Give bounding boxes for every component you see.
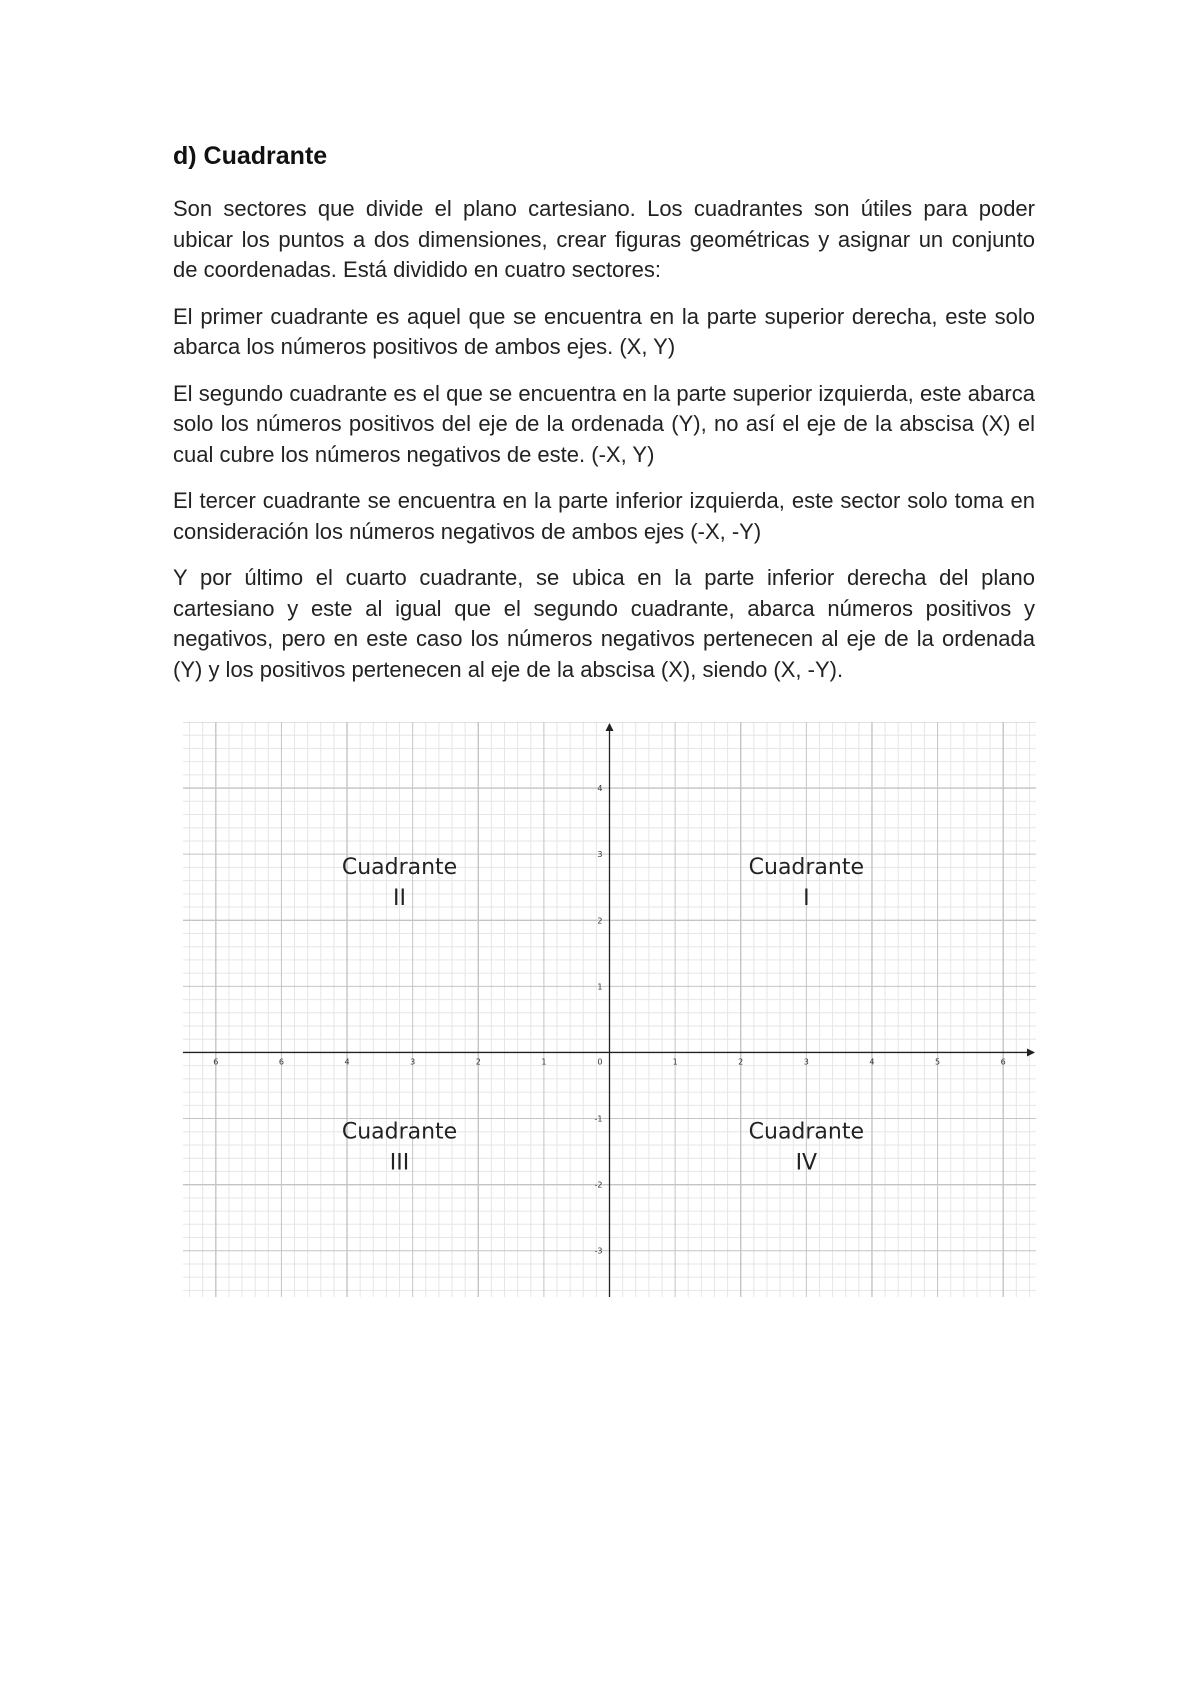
quadrant-2-label-line1: Cuadrante	[341, 855, 458, 881]
quadrant-1-label-line2: I	[803, 886, 810, 912]
paragraph-quadrant-4: Y por último el cuarto cuadrante, se ubica en la parte inferior derecha del plano cartesiano y este al igual que el segundo cuadrante, abarca números positivos y negativos, pero en este caso los números negativos pertenecen al eje de la ordenada (Y) y los positivos pertenecen al eje de la abscisa (X), siendo (X, -Y).	[173, 565, 1035, 682]
x-tick-label: 6	[1000, 1057, 1006, 1067]
x-tick-label: 5	[935, 1057, 941, 1067]
x-tick-label: 2	[475, 1057, 481, 1067]
body-text	[173, 194, 1035, 701]
y-tick-label: 1	[597, 982, 603, 992]
quadrant-3-label-line2: III	[389, 1150, 410, 1176]
section-heading: d) Cuadrante	[173, 142, 328, 170]
x-tick-label: 6	[278, 1057, 284, 1067]
quadrant-4-label-line1: Cuadrante	[748, 1119, 865, 1145]
y-tick-label: -1	[594, 1114, 603, 1124]
x-tick-label: 3	[803, 1057, 809, 1067]
cartesian-plane-figure	[183, 722, 1036, 1297]
x-tick-label: 1	[672, 1057, 678, 1067]
paragraph-quadrant-2: El segundo cuadrante es el que se encuentra en la parte superior izquierda, este abarca solo los números positivos del eje de la ordenada (Y), no así el eje de la abscisa (X) el cual cubre los números negativos de este. (-X, Y)	[173, 380, 1035, 467]
cartesian-plane	[183, 722, 1036, 1297]
x-tick-label: 2	[738, 1057, 744, 1067]
y-axis-arrow	[606, 723, 614, 731]
x-tick-label: 6	[213, 1057, 219, 1067]
quadrant-1-label-line1: Cuadrante	[748, 855, 865, 881]
y-tick-label: -2	[594, 1180, 603, 1190]
quadrant-3-label-line1: Cuadrante	[341, 1119, 458, 1145]
quadrant-4-label-line2: IV	[795, 1150, 818, 1176]
y-tick-label: -3	[594, 1246, 603, 1256]
y-tick-label: 4	[597, 784, 603, 794]
paragraph-quadrant-3: El tercer cuadrante se encuentra en la parte inferior izquierda, este sector solo toma en consideración los números negativos de ambos ejes (-X, -Y)	[173, 488, 1035, 544]
x-tick-label: 4	[869, 1057, 875, 1067]
x-axis-arrow	[1027, 1048, 1035, 1056]
origin-label: 0	[597, 1057, 603, 1067]
x-tick-label: 3	[410, 1057, 416, 1067]
quadrant-2-label-line2: II	[393, 886, 407, 912]
x-tick-label: 1	[541, 1057, 547, 1067]
paragraph-intro: Son sectores que divide el plano cartesiano. Los cuadrantes son útiles para poder ubicar los puntos a dos dimensiones, crear figuras geométricas y asignar un conjunto de coordenadas. Está dividido en cuatro sectores:	[173, 196, 1035, 282]
paragraph-quadrant-1: El primer cuadrante es aquel que se encuentra en la parte superior derecha, este solo abarca los números positivos de ambos ejes. (X, Y)	[173, 303, 1035, 359]
y-tick-label: 2	[597, 916, 603, 926]
x-tick-label: 4	[344, 1057, 350, 1067]
y-tick-label: 3	[597, 850, 603, 860]
